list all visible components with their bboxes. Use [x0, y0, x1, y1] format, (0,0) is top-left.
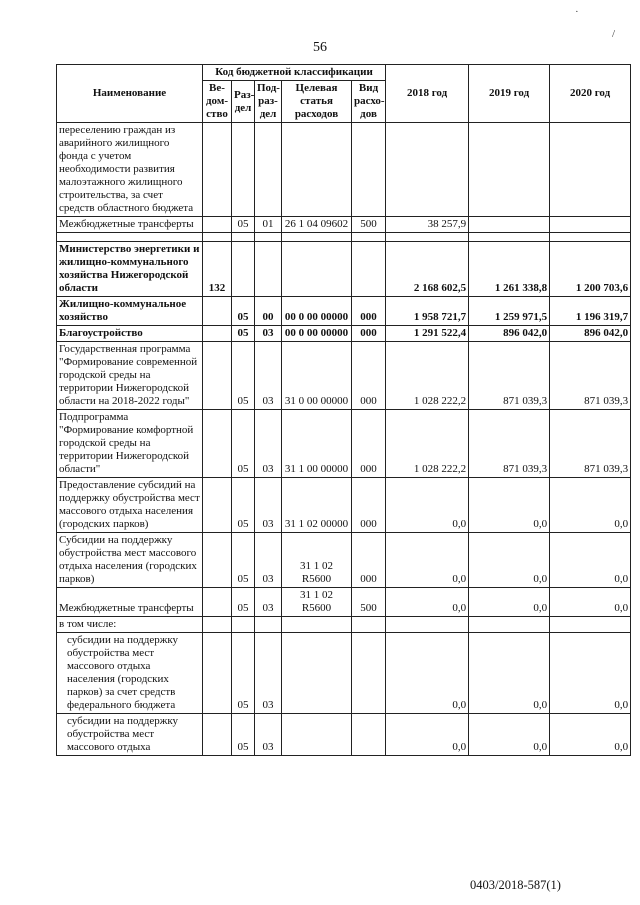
table-row: [57, 588, 631, 617]
cell-vid: 000: [352, 410, 386, 478]
cell-y2020: 0,0: [550, 478, 631, 533]
cell-cs: [282, 714, 352, 756]
cell-razd: [232, 242, 255, 297]
cell-name: Межбюджетные трансферты: [57, 217, 203, 233]
cell-vid: 000: [352, 533, 386, 588]
cell-cs: [282, 242, 352, 297]
page-number: 56: [313, 40, 327, 55]
cell-y2019: [469, 217, 550, 233]
scan-mark: /: [612, 28, 616, 40]
table-body: [57, 123, 631, 756]
cell-y2019: 1 259 971,5: [469, 297, 550, 326]
cell-y2019: [469, 123, 550, 217]
cell-y2018: 1 958 721,7: [386, 297, 469, 326]
cell-y2018: [386, 617, 469, 633]
cell-name: Государственная программа "Формирование современной городской среды на территории Нижегородской области на 2018-2022 годы": [57, 342, 203, 410]
cell-podr: 00: [255, 297, 282, 326]
cell-ved: [203, 342, 232, 410]
cell-vid: 500: [352, 217, 386, 233]
cell-ved: [203, 123, 232, 217]
header-code-group: Код бюджетной классификации: [203, 65, 386, 81]
cell-vid: 000: [352, 342, 386, 410]
cell-y2018: 1 028 222,2: [386, 342, 469, 410]
cell-name: субсидии на поддержку обустройства мест массового отдыха населения (городских парков) за счет средств федерального бюджета: [57, 633, 203, 714]
cell-y2020: 0,0: [550, 533, 631, 588]
cell-y2018: 0,0: [386, 633, 469, 714]
header-celevaya: Целевая статья расходов: [282, 81, 352, 123]
cell-y2018: 2 168 602,5: [386, 242, 469, 297]
cell-podr: [255, 242, 282, 297]
cell-y2019: 1 261 338,8: [469, 242, 550, 297]
cell-ved: [203, 588, 232, 617]
cell-cs: 31 0 00 00000: [282, 342, 352, 410]
cell-cs: [282, 633, 352, 714]
cell-cs: 31 1 02 R5600: [282, 533, 352, 588]
cell-y2019: 896 042,0: [469, 326, 550, 342]
cell-y2018: 0,0: [386, 533, 469, 588]
cell-podr: [255, 617, 282, 633]
cell-razd: 05: [232, 297, 255, 326]
cell-y2020: 0,0: [550, 633, 631, 714]
cell-ved: [203, 410, 232, 478]
table-row: [57, 123, 631, 217]
cell-razd: 05: [232, 342, 255, 410]
cell-y2019: 0,0: [469, 588, 550, 617]
cell-y2020: [550, 217, 631, 233]
cell-y2018: 1 291 522,4: [386, 326, 469, 342]
cell-name: Министерство энергетики и жилищно-коммунального хозяйства Нижегородской области: [57, 242, 203, 297]
cell-y2020: 0,0: [550, 714, 631, 756]
cell-vid: 000: [352, 478, 386, 533]
scan-mark: ·: [575, 6, 579, 18]
cell-vid: 000: [352, 297, 386, 326]
cell-y2020: [550, 617, 631, 633]
cell-cs: [282, 123, 352, 217]
cell-y2020: 1 200 703,6: [550, 242, 631, 297]
header-2019: 2019 год: [469, 65, 550, 123]
cell-y2019: 871 039,3: [469, 410, 550, 478]
cell-ved: [203, 478, 232, 533]
cell-y2019: 0,0: [469, 478, 550, 533]
table-row: [57, 478, 631, 533]
cell-name: Субсидии на поддержку обустройства мест массового отдыха населения (городских парков): [57, 533, 203, 588]
header-podrazdel: Под- раз- дел: [255, 81, 282, 123]
cell-ved: [203, 326, 232, 342]
table-row: [57, 217, 631, 233]
table-row: [57, 326, 631, 342]
cell-y2018: 0,0: [386, 588, 469, 617]
cell-podr: 03: [255, 342, 282, 410]
cell-y2020: 896 042,0: [550, 326, 631, 342]
header-vedomstvo: Ве- дом- ство: [203, 81, 232, 123]
cell-razd: 05: [232, 217, 255, 233]
cell-podr: 03: [255, 533, 282, 588]
header-vid: Вид расхо- дов: [352, 81, 386, 123]
cell-y2020: 871 039,3: [550, 342, 631, 410]
cell-ved: [203, 533, 232, 588]
table-row: [57, 617, 631, 633]
cell-ved: [203, 217, 232, 233]
cell-name: Подпрограмма "Формирование комфортной городской среды на территории Нижегородской области": [57, 410, 203, 478]
cell-y2018: [386, 123, 469, 217]
cell-razd: [232, 617, 255, 633]
header-name: Наименование: [57, 65, 203, 123]
cell-y2019: 0,0: [469, 533, 550, 588]
cell-name: в том числе:: [57, 617, 203, 633]
header-razdel: Раз- дел: [232, 81, 255, 123]
cell-y2019: 871 039,3: [469, 342, 550, 410]
table-row: [57, 297, 631, 326]
cell-y2019: 0,0: [469, 633, 550, 714]
cell-ved: [203, 617, 232, 633]
cell-podr: 03: [255, 588, 282, 617]
cell-ved: 132: [203, 242, 232, 297]
cell-y2020: 871 039,3: [550, 410, 631, 478]
cell-podr: 03: [255, 633, 282, 714]
cell-cs: [282, 617, 352, 633]
cell-podr: 03: [255, 410, 282, 478]
cell-cs: 26 1 04 09602: [282, 217, 352, 233]
table-row: [57, 714, 631, 756]
cell-razd: 05: [232, 410, 255, 478]
cell-y2019: [469, 617, 550, 633]
header-2018: 2018 год: [386, 65, 469, 123]
cell-y2018: 1 028 222,2: [386, 410, 469, 478]
cell-razd: 05: [232, 533, 255, 588]
cell-y2020: [550, 123, 631, 217]
cell-razd: 05: [232, 588, 255, 617]
cell-vid: [352, 242, 386, 297]
cell-name: Благоустройство: [57, 326, 203, 342]
cell-y2020: 0,0: [550, 588, 631, 617]
cell-y2020: 1 196 319,7: [550, 297, 631, 326]
cell-name: Жилищно-коммунальное хозяйство: [57, 297, 203, 326]
cell-podr: 03: [255, 326, 282, 342]
cell-vid: [352, 714, 386, 756]
cell-podr: 03: [255, 478, 282, 533]
cell-podr: [255, 123, 282, 217]
budget-table: [56, 64, 631, 756]
cell-ved: [203, 297, 232, 326]
spacer-row: [57, 233, 631, 242]
cell-y2018: 0,0: [386, 714, 469, 756]
cell-razd: 05: [232, 633, 255, 714]
cell-podr: 03: [255, 714, 282, 756]
cell-name: субсидии на поддержку обустройства мест массового отдыха: [57, 714, 203, 756]
cell-vid: 500: [352, 588, 386, 617]
table-row: [57, 633, 631, 714]
table-row: [57, 410, 631, 478]
cell-cs: 00 0 00 00000: [282, 297, 352, 326]
cell-vid: [352, 617, 386, 633]
cell-cs: 31 1 00 00000: [282, 410, 352, 478]
cell-y2019: 0,0: [469, 714, 550, 756]
cell-y2018: 38 257,9: [386, 217, 469, 233]
cell-razd: 05: [232, 478, 255, 533]
cell-name: Межбюджетные трансферты: [57, 588, 203, 617]
cell-ved: [203, 633, 232, 714]
cell-razd: [232, 123, 255, 217]
table-row: [57, 342, 631, 410]
table-row: [57, 533, 631, 588]
cell-ved: [203, 714, 232, 756]
header-2020: 2020 год: [550, 65, 631, 123]
cell-name: переселению граждан из аварийного жилищного фонда с учетом необходимости развития малоэтажного жилищного строительства, за счет средств областного бюджета: [57, 123, 203, 217]
cell-podr: 01: [255, 217, 282, 233]
cell-name: Предоставление субсидий на поддержку обустройства мест массового отдыха населения (городских парков): [57, 478, 203, 533]
cell-razd: 05: [232, 714, 255, 756]
cell-cs: 31 1 02 00000: [282, 478, 352, 533]
cell-vid: [352, 123, 386, 217]
cell-y2018: 0,0: [386, 478, 469, 533]
cell-vid: [352, 633, 386, 714]
cell-cs: 00 0 00 00000: [282, 326, 352, 342]
cell-cs: 31 1 02 R5600: [282, 588, 352, 617]
cell-vid: 000: [352, 326, 386, 342]
document-code: 0403/2018-587(1): [470, 878, 561, 892]
cell-razd: 05: [232, 326, 255, 342]
table-row: [57, 242, 631, 297]
